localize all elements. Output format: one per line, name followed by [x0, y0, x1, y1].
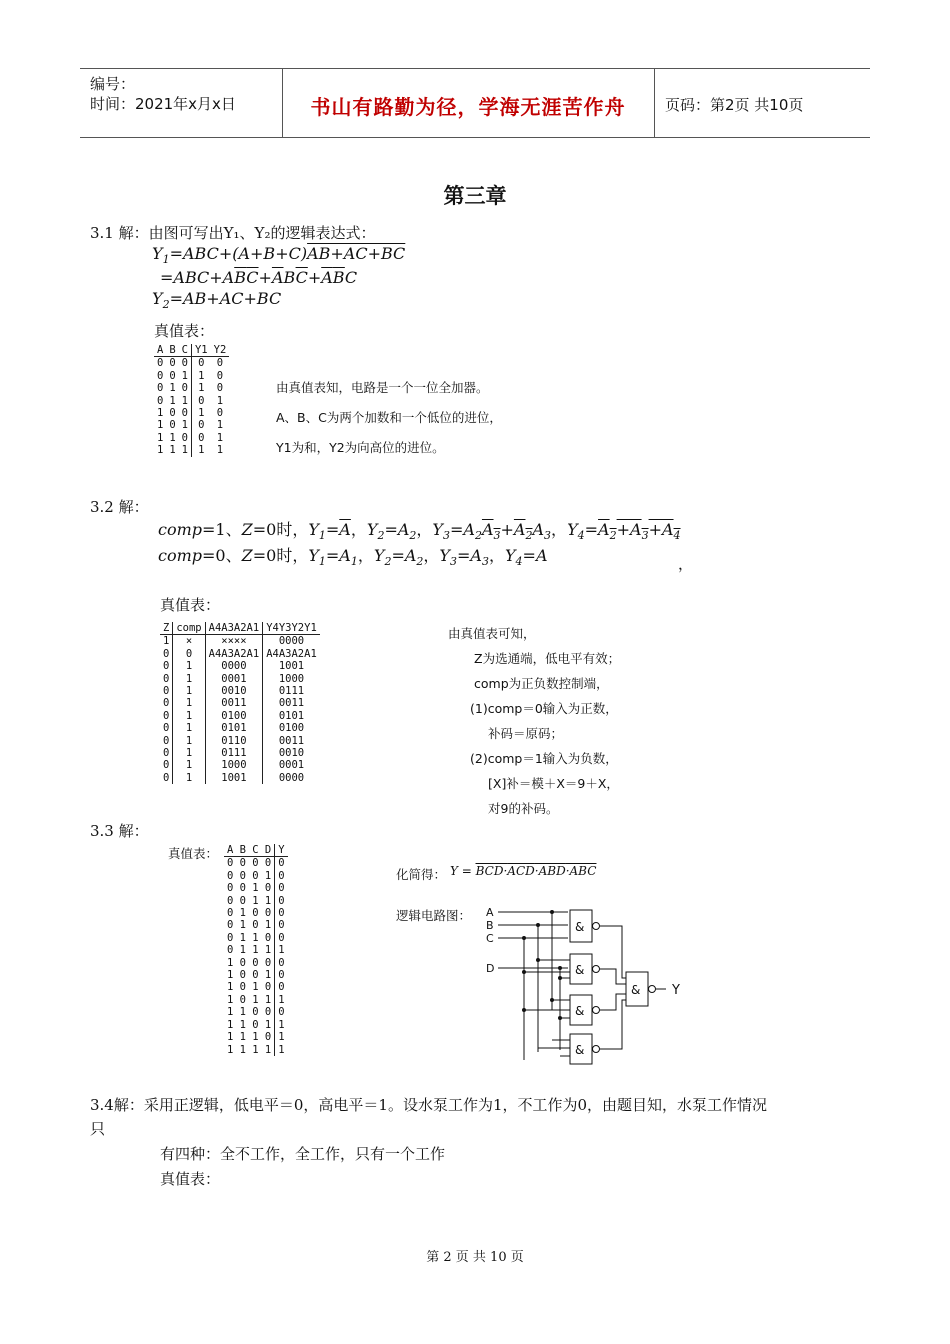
table-cell: 0	[216, 357, 224, 370]
table-cell: 1	[173, 697, 205, 709]
s32-trailing-comma: ，	[678, 555, 694, 573]
table-cell: 0101	[205, 722, 263, 734]
table-cell: 0	[275, 981, 288, 993]
input-c-label: C	[486, 932, 494, 945]
table-cell: 0	[163, 672, 170, 685]
table-header: B	[166, 344, 178, 357]
s33-table-label: 真值表：	[168, 846, 219, 861]
table-cell: 0	[216, 407, 224, 420]
motto: 书山有路勤为径，学海无涯苦作舟	[310, 95, 626, 119]
input-a-label: A	[486, 906, 494, 919]
s31-notes	[276, 378, 502, 456]
table-cell: 1	[275, 944, 288, 956]
table-cell: 1 0 1 1	[227, 993, 272, 1006]
table-row	[160, 660, 320, 672]
table-row	[224, 1044, 288, 1056]
table-cell: 0 0 0 1	[227, 869, 272, 882]
s31-note: A、B、C为两个加数和一个低位的进位，	[276, 410, 502, 425]
table-row	[224, 895, 288, 907]
gate-symbol: &	[575, 1004, 585, 1018]
table-cell: 0	[163, 734, 170, 747]
table-cell: 0101	[263, 710, 320, 722]
table-cell: 1	[169, 382, 176, 395]
table-header: Y	[275, 844, 288, 857]
output-y-label: Y	[672, 983, 680, 998]
s32-note: 补码＝原码；	[488, 726, 564, 741]
s34-line2: 有四种：全不工作，全工作，只有一个工作	[160, 1145, 446, 1163]
s31-eq1: $Y_1=ABC+(A+B+C)AB+AC+BC$	[152, 244, 406, 267]
table-cell: 1	[181, 369, 188, 382]
table-cell: 0	[216, 382, 224, 395]
table-cell: 1	[191, 370, 210, 382]
table-cell: 0	[216, 369, 224, 382]
table-cell: 0 0 0 0	[227, 857, 272, 870]
s32-eq1: comp=1、Z=0时，$Y_1=\overline{A}$，$Y_2=A_2$，$Y_3=A_2A_3+A_2A_3$，$Y_4=A_2+A_3+A_4$	[158, 520, 681, 543]
table-cell: ×	[173, 635, 205, 648]
table-cell: 1	[275, 1019, 288, 1031]
table-cell: 1	[191, 444, 210, 456]
table-cell: 1000	[263, 673, 320, 685]
table-cell: 1	[169, 444, 176, 457]
table-row	[224, 870, 288, 882]
table-row	[160, 697, 320, 709]
table-row	[154, 407, 229, 419]
table-cell: 0	[191, 432, 210, 444]
table-cell: 0	[157, 394, 164, 407]
table-cell: 1	[191, 407, 210, 419]
table-cell: 1	[157, 431, 164, 444]
table-cell: 0000	[263, 635, 320, 648]
table-cell: 1 1 1 0	[227, 1031, 272, 1044]
s31-intro: 3.1 解：由图可写出Y₁、Y₂的逻辑表达式：	[90, 224, 376, 242]
table-cell: A4A3A2A1	[205, 648, 263, 660]
table-cell: 0010	[205, 685, 263, 697]
table-cell: 0 0 1 1	[227, 894, 272, 907]
table-cell: 0010	[263, 747, 320, 759]
s32-intro: 3.2 解：	[90, 498, 149, 516]
table-row	[160, 747, 320, 759]
table-cell: 0	[163, 685, 170, 698]
input-d-label: D	[486, 962, 495, 975]
gate-symbol: &	[575, 1043, 585, 1057]
table-header: Z	[160, 622, 173, 635]
time-label: 时间：2021年x月x日	[90, 95, 236, 113]
table-cell: 1	[173, 722, 205, 734]
s32-notes	[448, 624, 620, 824]
table-row	[160, 772, 320, 784]
s32-note: 对9的补码。	[488, 801, 559, 816]
table-header: Y2	[211, 344, 230, 357]
table-cell: 0100	[205, 710, 263, 722]
table-header: A	[154, 344, 166, 357]
table-cell: 0011	[263, 735, 320, 747]
table-cell: 1	[157, 419, 164, 432]
table-cell: 0	[181, 431, 188, 444]
table-row	[224, 944, 288, 956]
table-cell: 0	[157, 369, 164, 382]
table-row	[154, 382, 229, 394]
table-row	[154, 370, 229, 382]
table-row	[160, 648, 320, 660]
table-cell: 1	[173, 660, 205, 672]
table-row	[160, 735, 320, 747]
table-cell: 0	[163, 722, 170, 735]
table-cell: 1	[169, 394, 176, 407]
table-row	[160, 673, 320, 685]
table-cell: 1 0 0 0	[227, 956, 272, 969]
s33-simplify-label: 化简得：	[396, 867, 447, 882]
s33-truth-table	[224, 844, 288, 1056]
table-cell: 1	[275, 994, 288, 1006]
table-cell: 0	[169, 419, 176, 432]
table-cell: 1	[181, 394, 188, 407]
table-row	[224, 1019, 288, 1031]
number-label: 编号：	[90, 75, 136, 93]
table-cell: 0	[181, 357, 188, 370]
s32-note: Z为选通端，低电平有效；	[474, 651, 621, 666]
table-cell: 0	[275, 857, 288, 870]
gate-symbol: &	[575, 920, 585, 934]
table-cell: 0	[169, 407, 176, 420]
table-row	[224, 907, 288, 919]
table-cell: 0	[275, 919, 288, 931]
table-cell: 0	[275, 882, 288, 894]
table-header: A B C D	[224, 844, 275, 857]
table-row	[160, 685, 320, 697]
table-cell: 0001	[205, 673, 263, 685]
s31-note: 由真值表知，电路是一个一位全加器。	[276, 380, 489, 395]
table-row	[160, 710, 320, 722]
table-cell: 1	[173, 747, 205, 759]
table-cell: 0	[157, 357, 164, 370]
table-cell: 1	[181, 419, 188, 432]
table-cell: 1 1 0 1	[227, 1018, 272, 1031]
s31-note: Y1为和，Y2为向高位的进位。	[276, 440, 445, 455]
s34-line3: 真值表：	[160, 1170, 221, 1188]
table-cell: 0 1 0 1	[227, 919, 272, 932]
table-cell: 1001	[263, 660, 320, 672]
table-cell: 0 1 1 0	[227, 931, 272, 944]
table-cell: 0000	[263, 772, 320, 784]
table-cell: 0011	[205, 697, 263, 709]
table-row	[224, 919, 288, 931]
table-cell: 1 0 0 1	[227, 969, 272, 982]
table-cell: 1 1 0 0	[227, 1006, 272, 1019]
table-cell: 1	[173, 710, 205, 722]
table-cell: 0	[191, 395, 210, 407]
table-cell: 1	[173, 673, 205, 685]
table-cell: 1	[216, 444, 224, 457]
table-cell: 0	[191, 419, 210, 431]
table-cell: 0000	[205, 660, 263, 672]
table-cell: 1	[181, 444, 188, 457]
table-header: comp	[173, 622, 205, 635]
table-cell: 0111	[263, 685, 320, 697]
table-cell: 1	[169, 431, 176, 444]
s34-line1: 3.4解：采用正逻辑，低电平＝0，高电平＝1。设水泵工作为1，不工作为0，由题目知，水泵工作情况	[90, 1096, 768, 1114]
table-cell: 0	[275, 932, 288, 944]
table-cell: 0 0 1 0	[227, 882, 272, 895]
table-cell: 1	[216, 394, 224, 407]
s32-eq2: comp=0、Z=0时，$Y_1=A_1$，$Y_2=A_2$，$Y_3=A_3$，$Y_4=A$	[158, 546, 548, 569]
table-cell: 1	[275, 1031, 288, 1043]
table-header: C	[179, 344, 192, 357]
gate-symbol: &	[631, 983, 641, 997]
chapter-title: 第三章	[443, 184, 507, 208]
gate-symbol: &	[575, 963, 585, 977]
table-cell: 0	[275, 969, 288, 981]
table-cell: 0 1 0 0	[227, 907, 272, 920]
table-row	[224, 969, 288, 981]
table-cell: 1	[157, 407, 164, 420]
table-cell: 0	[163, 660, 170, 673]
s31-eq3: $Y_2=AB+AC+BC$	[152, 289, 282, 312]
table-cell: 0111	[205, 747, 263, 759]
s33-intro: 3.3 解：	[90, 822, 149, 840]
page-header	[80, 68, 870, 138]
table-cell: 0001	[263, 759, 320, 771]
table-row	[154, 432, 229, 444]
s34-line1b: 只	[90, 1120, 106, 1138]
table-cell: 1	[216, 419, 224, 432]
table-cell: 1 0 1 0	[227, 981, 272, 994]
s32-note: comp为正负数控制端，	[474, 676, 609, 691]
s31-table-label: 真值表：	[154, 322, 215, 340]
table-cell: 0	[163, 697, 170, 710]
table-cell: 0	[163, 771, 170, 784]
table-cell: ××××	[205, 635, 263, 648]
table-cell: 1	[163, 635, 170, 648]
page-footer: 第 2 页 共 10 页	[426, 1250, 524, 1265]
table-row	[224, 882, 288, 894]
table-row	[154, 419, 229, 431]
table-cell: 1 1 1 1	[227, 1043, 272, 1056]
table-row	[224, 932, 288, 944]
header-page-cell	[655, 69, 870, 137]
s32-table-label: 真值表：	[160, 596, 221, 614]
s31-truth-table	[154, 344, 229, 457]
s32-note: (1)comp＝0输入为正数，	[470, 701, 618, 716]
table-cell: 0	[181, 407, 188, 420]
table-cell: 0110	[205, 735, 263, 747]
table-row	[160, 635, 320, 648]
table-cell: A4A3A2A1	[263, 648, 320, 660]
table-cell: 0	[275, 1006, 288, 1018]
s33-logic-circuit	[480, 900, 700, 1070]
table-cell: 0011	[263, 697, 320, 709]
table-cell: 0	[173, 648, 205, 660]
table-cell: 0	[163, 759, 170, 772]
table-cell: 0	[181, 382, 188, 395]
table-row	[224, 1031, 288, 1043]
s32-note: 由真值表可知，	[448, 626, 536, 641]
table-row	[160, 759, 320, 771]
table-row	[224, 981, 288, 993]
table-cell: 0	[157, 382, 164, 395]
table-cell: 0	[275, 907, 288, 919]
table-cell: 0	[169, 369, 176, 382]
table-row	[154, 444, 229, 456]
table-cell: 1	[191, 382, 210, 394]
s32-note: [X]补＝模＋X＝9＋X，	[488, 776, 619, 791]
s31-eq2: $=ABC+A\overline{B}\overline{C}+\overline{A}B\overline{C}+\overline{A}\overline{B}C$	[160, 268, 358, 287]
table-header: Y1	[191, 344, 210, 357]
table-header: A4A3A2A1	[205, 622, 263, 635]
table-cell: 1	[157, 444, 164, 457]
table-cell: 0	[163, 709, 170, 722]
table-cell: 0	[275, 870, 288, 882]
table-row	[224, 957, 288, 969]
table-row	[154, 395, 229, 407]
table-cell: 0	[169, 357, 176, 370]
table-cell: 0	[163, 647, 170, 660]
s33-circuit-label: 逻辑电路图：	[396, 908, 472, 923]
page-label: 页码：第2页 共10页	[665, 96, 804, 114]
table-header: Y4Y3Y2Y1	[263, 622, 320, 635]
table-cell: 1001	[205, 772, 263, 784]
s33-simplified-expr: Y = BCD·ACD·ABD·ABC	[450, 864, 597, 878]
table-cell: 1	[173, 735, 205, 747]
table-cell: 0 1 1 1	[227, 944, 272, 957]
s32-truth-table	[160, 622, 320, 784]
table-cell: 1	[173, 759, 205, 771]
input-b-label: B	[486, 919, 494, 932]
table-cell: 1	[216, 431, 224, 444]
table-row	[154, 357, 229, 370]
table-cell: 0	[275, 895, 288, 907]
table-row	[224, 994, 288, 1006]
table-cell: 0100	[263, 722, 320, 734]
table-cell: 0	[163, 747, 170, 760]
header-meta-cell	[80, 69, 283, 137]
table-row	[224, 857, 288, 870]
s32-note: (2)comp＝1输入为负数，	[470, 751, 618, 766]
header-motto-cell	[282, 69, 655, 137]
table-cell: 1	[173, 685, 205, 697]
table-cell: 0	[191, 357, 210, 370]
table-cell: 1000	[205, 759, 263, 771]
table-row	[160, 722, 320, 734]
table-cell: 1	[275, 1044, 288, 1056]
table-cell: 1	[173, 772, 205, 784]
table-cell: 0	[275, 957, 288, 969]
table-row	[224, 1006, 288, 1018]
